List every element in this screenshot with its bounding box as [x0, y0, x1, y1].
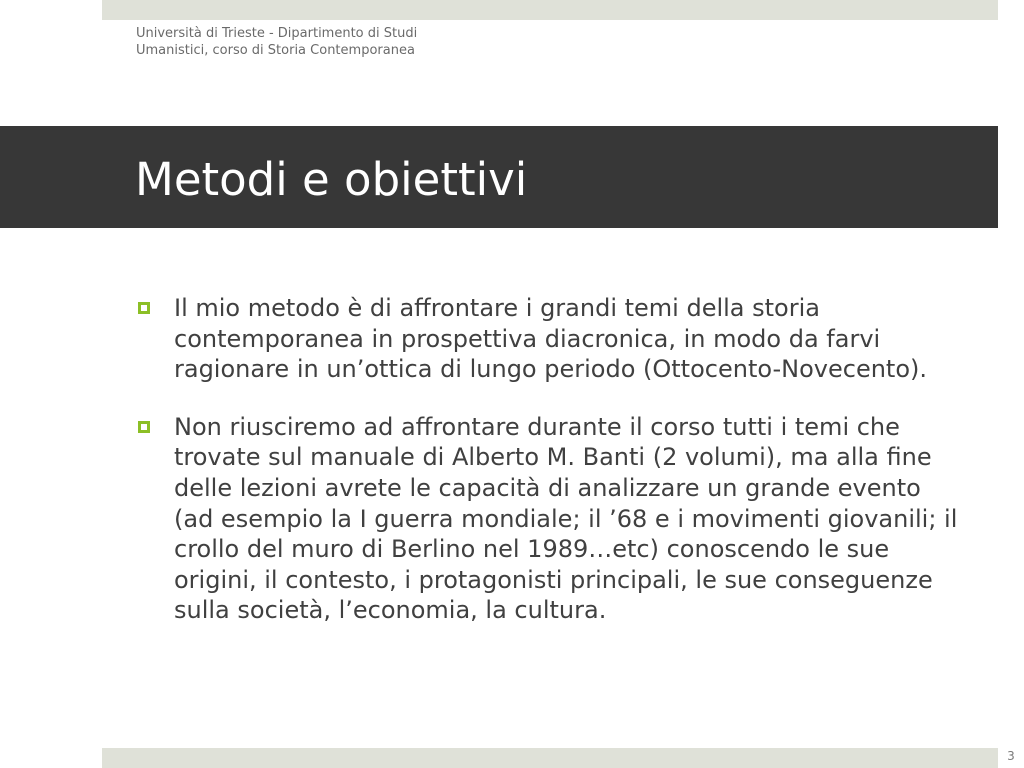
bullet-item: [136, 293, 966, 385]
bullet-item: [136, 412, 966, 626]
header-line-2: Umanistici, corso di Storia Contemporanea: [136, 43, 415, 58]
square-bullet-icon: [138, 302, 150, 314]
page-number: 3: [1007, 749, 1015, 763]
square-bullet-icon: [138, 421, 150, 433]
bottom-decorative-strip: [102, 748, 998, 768]
slide-title: Metodi e obiettivi: [135, 153, 528, 206]
bullet-text: Il mio metodo è di affrontare i grandi temi della storia contemporanea in prospettiva diacronica, in modo da farvi ragionare in un’ottica di lungo periodo (Ottocento-Novecento).: [174, 294, 927, 384]
header-line-1: Università di Trieste - Dipartimento di Studi: [136, 26, 418, 41]
bullet-text: Non riusciremo ad affrontare durante il corso tutti i temi che trovate sul manuale di Alberto M. Banti (2 volumi), ma alla fine delle lezioni avrete le capacità di analizzare un grande evento (ad esempio la I guerra mondiale; il ’68 e i movimenti giovanili; il crollo del muro di Berlino nel 1989…etc) conoscendo le sue origini, il contesto, i protagonisti principali, le sue conseguenze sulla società, l’economia, la cultura.: [174, 412, 958, 625]
slide-header: [136, 25, 536, 59]
bullet-list: [136, 293, 966, 653]
top-decorative-strip: [102, 0, 998, 20]
